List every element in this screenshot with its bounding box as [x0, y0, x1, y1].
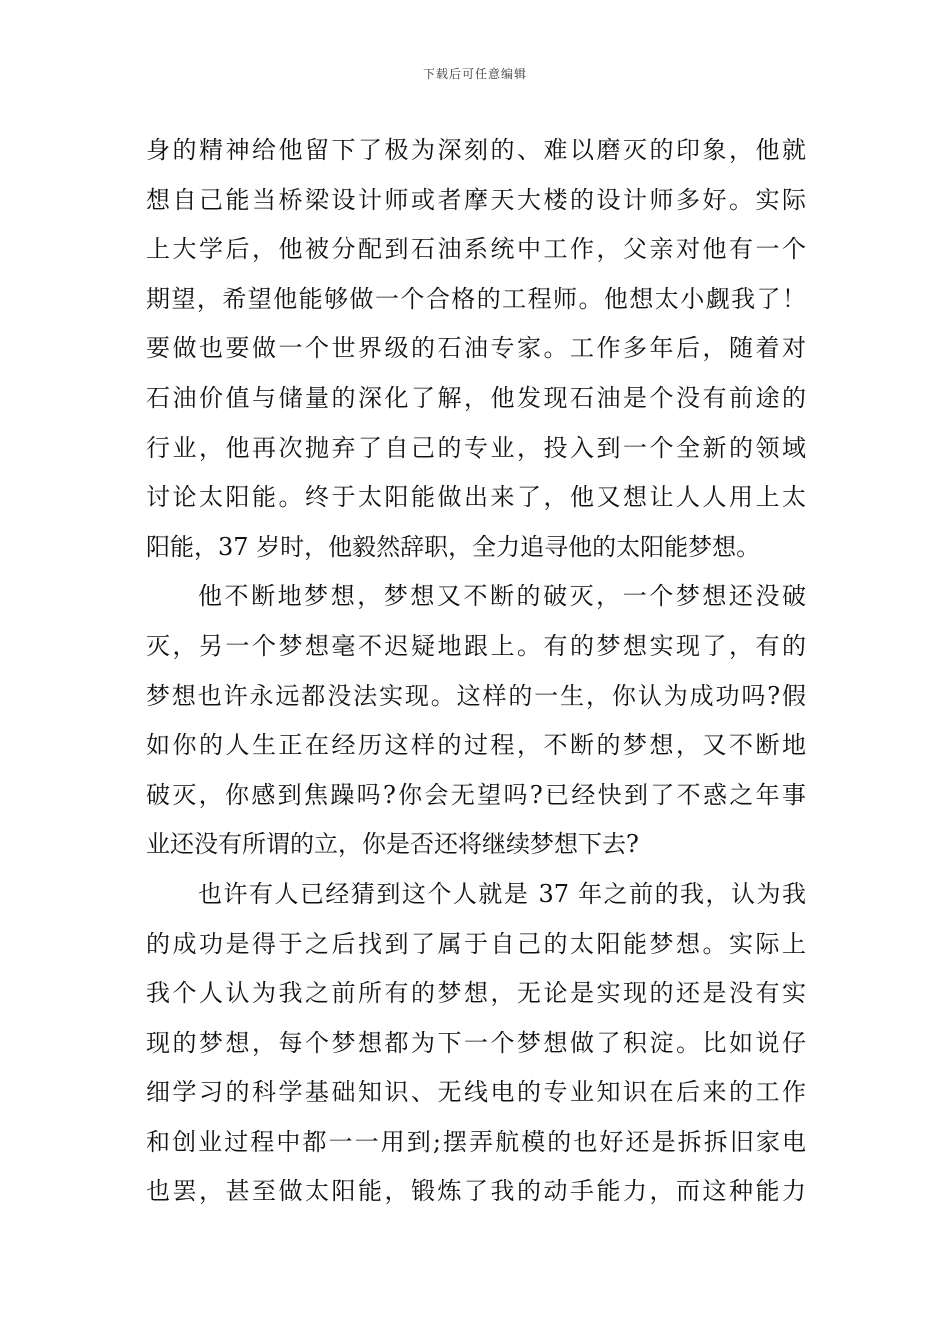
- document-body: [146, 126, 806, 1217]
- text-line: 的成功是得于之后找到了属于自己的太阳能梦想。实际上: [146, 929, 806, 958]
- text-line: 阳能，37 岁时，他毅然辞职，全力追寻他的太阳能梦想。: [146, 532, 761, 561]
- text-line: 破灭，你感到焦躁吗?你会无望吗?已经快到了不惑之年事: [146, 780, 806, 809]
- text-line: 如你的人生正在经历这样的过程，不断的梦想，又不断地: [146, 731, 806, 760]
- text-line: 业还没有所谓的立，你是否还将继续梦想下去?: [146, 830, 639, 859]
- text-line: 细学习的科学基础知识、无线电的专业知识在后来的工作: [146, 1078, 806, 1107]
- text-line: 讨论太阳能。终于太阳能做出来了，他又想让人人用上太: [146, 483, 806, 512]
- text-line: 也许有人已经猜到这个人就是 37 年之前的我，认为我: [198, 879, 806, 908]
- page-header: 下载后可任意编辑: [422, 67, 527, 81]
- text-line: 想自己能当桥梁设计师或者摩天大楼的设计师多好。实际: [146, 185, 806, 214]
- text-line: 期望，希望他能够做一个合格的工程师。他想太小觑我了！: [146, 284, 806, 313]
- text-line: 他不断地梦想，梦想又不断的破灭，一个梦想还没破: [198, 582, 806, 611]
- text-line: 梦想也许永远都没法实现。这样的一生，你认为成功吗?假: [146, 681, 806, 710]
- text-line: 身的精神给他留下了极为深刻的、难以磨灭的印象，他就: [146, 136, 806, 164]
- text-line: 现的梦想，每个梦想都为下一个梦想做了积淀。比如说仔: [146, 1028, 806, 1057]
- text-line: 石油价值与储量的深化了解，他发现石油是个没有前途的: [146, 383, 806, 412]
- text-line: 也罢，甚至做太阳能，锻炼了我的动手能力，而这种能力: [146, 1177, 806, 1206]
- paragraph-1: [146, 126, 806, 572]
- text-line: 我个人认为我之前所有的梦想，无论是实现的还是没有实: [146, 979, 806, 1008]
- text-line: 上大学后，他被分配到石油系统中工作，父亲对他有一个: [146, 235, 806, 264]
- text-line: 灭，另一个梦想毫不迟疑地跟上。有的梦想实现了，有的: [146, 631, 806, 660]
- paragraph-3: [146, 870, 806, 1217]
- text-line: 和创业过程中都一一用到;摆弄航模的也好还是拆拆旧家电: [146, 1127, 806, 1156]
- paragraph-2: [146, 572, 806, 870]
- text-line: 要做也要做一个世界级的石油专家。工作多年后，随着对: [146, 334, 806, 363]
- text-line: 行业，他再次抛弃了自己的专业，投入到一个全新的领域: [146, 433, 806, 462]
